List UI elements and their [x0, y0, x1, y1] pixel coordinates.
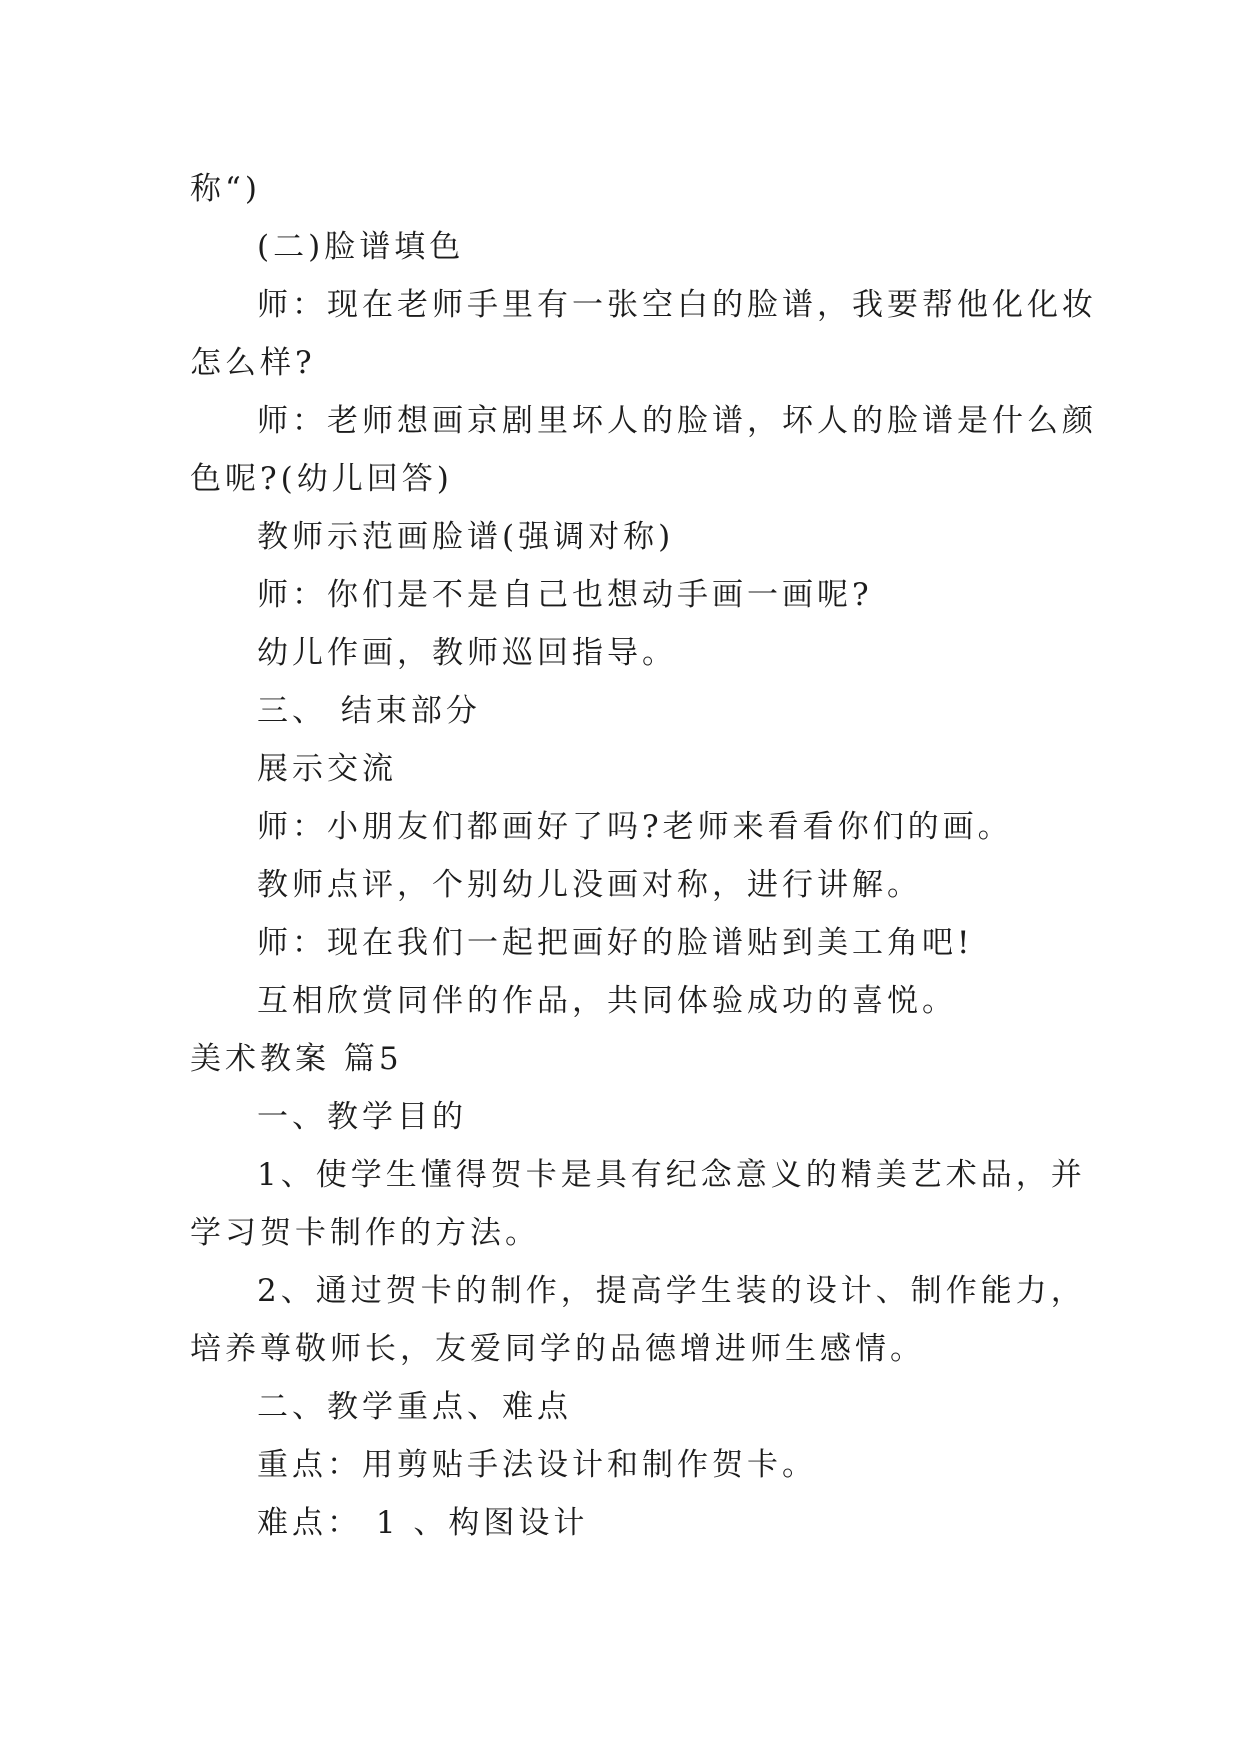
paragraph — [190, 624, 1060, 682]
text-line: 难点： 1 、构图设计 — [257, 1505, 589, 1541]
paragraph — [190, 1494, 1060, 1552]
text-line: 三、 结束部分 — [257, 693, 481, 729]
paragraph — [190, 1436, 1060, 1494]
text-line: 教师点评，个别幼儿没画对称，进行讲解。 — [257, 867, 922, 903]
text-line: 师：小朋友们都画好了吗?老师来看看你们的画。 — [257, 809, 1013, 845]
text-line: 学习贺卡制作的方法。 — [190, 1215, 540, 1251]
paragraph — [190, 1262, 1086, 1378]
paragraph — [190, 914, 1060, 972]
text-line: 二、教学重点、难点 — [257, 1389, 572, 1425]
section-heading — [190, 682, 1060, 740]
text-line: 美术教案 篇5 — [190, 1041, 403, 1077]
paragraph — [190, 856, 1060, 914]
paragraph — [190, 392, 1097, 508]
text-line: 教师示范画脸谱(强调对称) — [257, 519, 675, 555]
text-line: 重点：用剪贴手法设计和制作贺卡。 — [257, 1447, 817, 1483]
text-line: 师：你们是不是自己也想动手画一画呢? — [257, 577, 873, 613]
text-line: 2、通过贺卡的制作，提高学生装的设计、制作能力， — [257, 1273, 1086, 1309]
paragraph — [190, 508, 1060, 566]
paragraph — [190, 972, 1060, 1030]
section-heading — [190, 1088, 1060, 1146]
text-line: 展示交流 — [257, 751, 397, 787]
article-title — [190, 1030, 1060, 1088]
paragraph — [190, 566, 1060, 624]
text-line: 一、教学目的 — [257, 1099, 467, 1135]
paragraph — [190, 218, 1060, 276]
text-line: 怎么样? — [190, 345, 316, 381]
paragraph — [190, 798, 1060, 856]
document-body — [190, 160, 1097, 1552]
paragraph — [190, 160, 1060, 218]
text-line: 互相欣赏同伴的作品，共同体验成功的喜悦。 — [257, 983, 957, 1019]
paragraph — [190, 1146, 1086, 1262]
text-line: 师：现在老师手里有一张空白的脸谱，我要帮他化化妆 — [257, 287, 1097, 323]
text-line: 色呢?(幼儿回答) — [190, 461, 453, 497]
text-line: 1、使学生懂得贺卡是具有纪念意义的精美艺术品，并 — [257, 1157, 1086, 1193]
paragraph — [190, 740, 1060, 798]
paragraph — [190, 276, 1097, 392]
text-line: 称“) — [190, 171, 261, 207]
text-line: 师：老师想画京剧里坏人的脸谱，坏人的脸谱是什么颜 — [257, 403, 1097, 439]
text-line: (二)脸谱填色 — [257, 229, 465, 265]
text-line: 幼儿作画，教师巡回指导。 — [257, 635, 677, 671]
text-line: 培养尊敬师长，友爱同学的品德增进师生感情。 — [190, 1331, 925, 1367]
text-line: 师：现在我们一起把画好的脸谱贴到美工角吧! — [257, 925, 974, 961]
section-heading — [190, 1378, 1060, 1436]
